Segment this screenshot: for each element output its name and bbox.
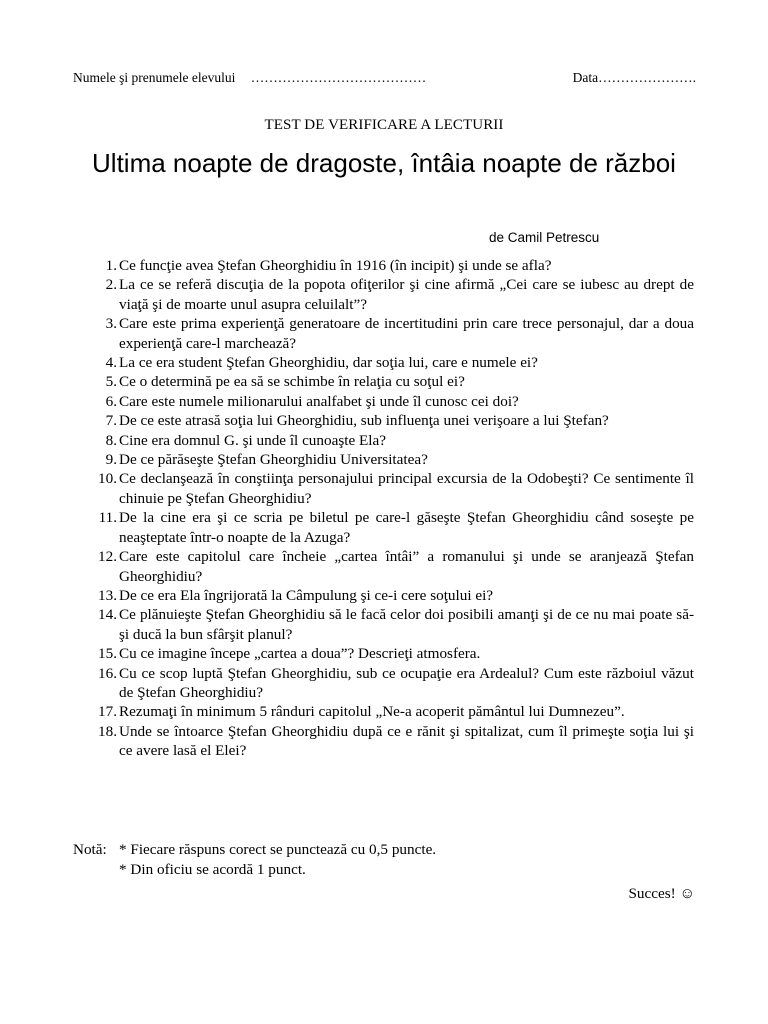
question-number: 9. [105, 451, 117, 469]
question-item [76, 469, 694, 508]
question-text: Ce o determină pe ea să se schimbe în relaţia cu soţul ei? [119, 373, 465, 391]
question-text: Ce declanşează în conştiinţa personajului principal excursia de la Odobeşti? Ce sentimente îl chinuie pe Ştefan Gheorghidiu? [119, 470, 694, 507]
question-item [76, 664, 694, 703]
question-number: 13. [98, 586, 117, 604]
question-text: Care este prima experienţă generatoare de incertitudini prin care trece personajul, dar a doua experienţă care-l marchează? [119, 315, 694, 352]
question-item [76, 372, 694, 391]
student-name-label: Numele şi prenumele elevului [73, 70, 236, 85]
question-item [76, 547, 694, 586]
question-number: 3. [105, 315, 117, 333]
question-item [76, 605, 694, 644]
student-header [73, 70, 696, 86]
question-item [76, 411, 694, 430]
question-item [76, 586, 694, 605]
question-item [76, 644, 694, 663]
question-number: 7. [105, 412, 117, 430]
question-text: Cu ce imagine începe „cartea a doua”? Descrieţi atmosfera. [119, 645, 481, 663]
question-number: 8. [105, 431, 117, 449]
question-number: 14. [98, 606, 117, 624]
question-text: La ce se referă discuţia de la popota ofiţerilor şi cine afirmă „Cei care se iubesc au drept de viaţă şi de moarte unul asupra celuilalt”? [119, 276, 694, 313]
question-text: De la cine era şi ce scria pe biletul pe care-l găseşte Ştefan Gheorghidiu când soseşte pe neaşteptate într-o noapte de la Azuga? [119, 509, 694, 546]
question-number: 17. [98, 703, 117, 721]
note-line-2: * Din oficiu se acordă 1 punct. [119, 861, 306, 878]
test-title: TEST DE VERIFICARE A LECTURII [264, 117, 504, 133]
question-number: 15. [98, 645, 117, 663]
grading-note [73, 840, 436, 880]
question-text: Rezumaţi în minimum 5 rânduri capitolul „Ne-a acoperit pământul lui Dumnezeu”. [119, 703, 625, 721]
closing-message: Succes! ☺ [628, 885, 695, 902]
question-text: Cu ce scop luptă Ştefan Gheorghidiu, sub ce ocupaţie era Ardealul? Cum este războiul văzut de Ştefan Gheorghidiu? [119, 664, 694, 701]
question-item [76, 450, 694, 469]
question-item [76, 256, 694, 275]
question-list [76, 256, 694, 761]
question-text: De ce părăseşte Ştefan Gheorghidiu Universitatea? [119, 451, 428, 469]
question-item [76, 353, 694, 372]
question-number: 4. [105, 354, 117, 372]
question-text: De ce este atrasă soţia lui Gheorghidiu, sub influenţa unei verişoare a lui Ştefan? [119, 412, 609, 430]
question-item [76, 702, 694, 721]
question-text: Ce plănuieşte Ştefan Gheorghidiu să le facă celor doi posibili amanţi şi de ce nu mai poate să-şi ducă la bun sfârşit planul? [119, 606, 694, 643]
question-text: Care este numele milionarului analfabet şi unde îl cunosc cei doi? [119, 392, 519, 410]
book-title: Ultima noapte de dragoste, întâia noapte de război [92, 148, 676, 178]
question-item [76, 275, 694, 314]
question-item [76, 314, 694, 353]
date-dots: …………………. [598, 70, 696, 85]
student-name-field [73, 70, 426, 86]
question-number: 6. [105, 392, 117, 410]
question-number: 11. [98, 509, 117, 527]
question-text: De ce era Ela îngrijorată la Câmpulung şi ce-i cere soţului ei? [119, 586, 494, 604]
author-line: de Camil Petrescu [489, 230, 600, 245]
question-number: 5. [105, 373, 117, 391]
question-text: Ce funcţie avea Ştefan Gheorghidiu în 1916 (în incipit) şi unde se afla? [119, 257, 552, 274]
date-field [573, 70, 696, 86]
question-number: 1. [105, 257, 117, 274]
date-label: Data [572, 70, 599, 85]
question-text: Unde se întoarce Ştefan Gheorghidiu după ce e rănit şi spitalizat, cum îl primeşte soţia lui şi ce avere lasă el Elei? [119, 722, 694, 760]
question-number: 16. [98, 664, 117, 682]
question-item [76, 431, 694, 450]
question-number: 10. [98, 470, 117, 488]
question-number: 12. [98, 548, 117, 566]
question-number: 2. [105, 276, 117, 294]
question-item [76, 722, 694, 761]
question-number: 18. [98, 722, 117, 740]
question-text: Care este capitolul care încheie „cartea întâi” a romanului şi unde se aranjează Ştefan Gheorghidiu? [119, 548, 694, 585]
student-name-dots: ………………………………… [250, 70, 427, 85]
question-text: La ce era student Ştefan Gheorghidiu, dar soţia lui, care e numele ei? [119, 354, 538, 372]
question-item [76, 392, 694, 411]
note-label: Notă: [73, 841, 107, 858]
note-line-1: * Fiecare răspuns corect se punctează cu 0,5 puncte. [119, 841, 437, 858]
question-text: Cine era domnul G. şi unde îl cunoaşte Ela? [119, 431, 386, 449]
question-item [76, 508, 694, 547]
